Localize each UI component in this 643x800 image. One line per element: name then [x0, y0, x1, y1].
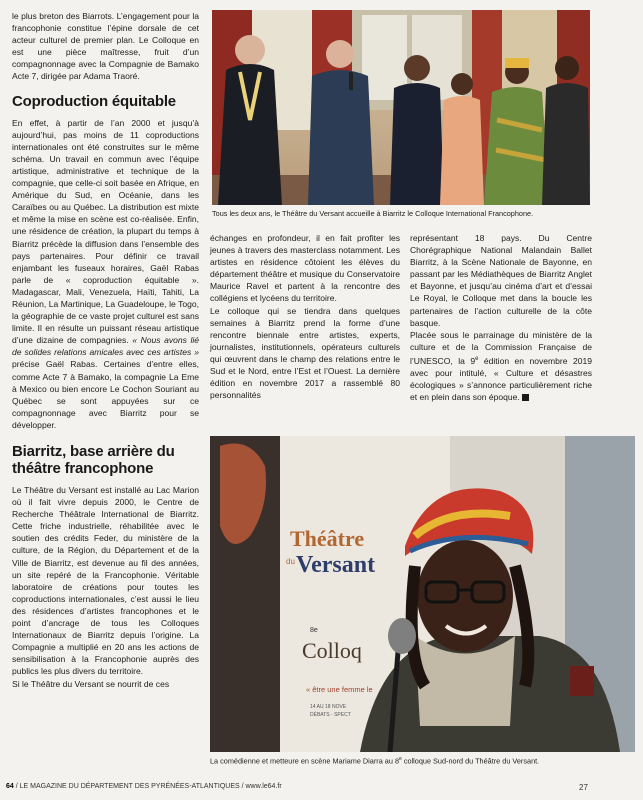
group-photo-illustration [212, 10, 590, 205]
bottom-caption-text-continued: colloque Sud-nord du Théâtre du Versant. [401, 756, 540, 766]
poster-debats: DÉBATS · SPECT [310, 712, 351, 718]
bottom-photo-caption [210, 755, 635, 765]
colloque-group-photo [212, 10, 590, 205]
poster-title-line2: Versant [296, 552, 376, 578]
page-number-right: 27 [579, 783, 588, 792]
magazine-credit: / LE MAGAZINE DU DÉPARTEMENT DES PYRÉNÉES-ATLANTIQUES / www.le64.fr [13, 783, 282, 790]
coproduction-text-continued: précise Gaël Rabas. Certaines d’entre elles, comme Acte 7 à Bamako, la compagnie La Eme à Mexico ou bien encore Le Cochon Souriant au Québec se sont appuyées sur ce compagnonnage avec Biarritz pour se développer. [12, 359, 199, 430]
edition-text-continued: édition en novembre 2019 avec pour intitulé, « Culture et désastres écologiques » s’annonce particulièrement riche et en plein dans son époque. [410, 355, 592, 403]
middle-column [210, 232, 400, 401]
edition-paragraph [410, 329, 592, 403]
coproduction-paragraph [12, 117, 199, 431]
quote-text: « Nous avons lié de solides relations amicales avec ces artistes » [12, 335, 200, 358]
left-column [12, 10, 199, 690]
colloque-paragraph: Le colloque qui se tiendra dans quelques semaines à Biarritz prend la forme d’une rencontre biennale entre artistes, experts, journalistes, institutionnels, opérateurs culturels qui œuvrent dans le champ des relations entre le Sud et le Nord, entre l’Est et l’Ouest. La dernière édition en novembre 2017 a rassemblé 80 personnalités [210, 305, 400, 401]
bottom-caption-superscript: e [399, 756, 402, 762]
biarritz-paragraph: Le Théâtre du Versant est installé au Lac Marion où il fait vivre depuis 2000, le Centre de Recherche Théâtrale International de Biarritz. Cette friche industrielle, réhabilitée avec le soutien des crédits Feder, du ministère de la culture, de la Région, du Département et de la Ville de Biarritz, est devenue au fil des années, un site repéré de la Francophonie. Véritable laboratoire de créations pour toutes les coproductions internationales, c’est aussi le lieu des résidences d’artistes francophones et le point d’ancrage de tous les Colloques Internationaux de Biarritz depuis l’origine. La Compagnie a multiplié en 20 ans les actions de sensibilisation à la Francophonie auprès des publics les plus divers du territoire. [12, 485, 199, 677]
partners-paragraph: représentant 18 pays. Du Centre Chorégraphique National Malandain Ballet Biarritz, à la Scène Nationale de Bayonne, en passant par les Médiathèques de Biarritz Anglet et Bayonne, et jusqu’au cinéma d’art et d’essai Le Royal, le Colloque met dans la boucle les partenaires de l’action culturelle de la côte basque. [410, 233, 592, 328]
coproduction-text: En effet, à partir de l’an 2000 et jusqu’à aujourd’hui, pas moins de 11 coproductions internationales ont été construites sur le même schéma. Un travail en commun avec l’équipe artistique, administrative et technique de la compagnie, que celle-ci soit basée en Afrique, en Amérique du Sud, en Océanie, dans les Caraïbes ou au Québec. La distribution est mixte et même la mise en scène est co-réalisée. Enfin, une résidence de création, la plupart du temps à Biarritz précède la diffusion dans l’ensemble des pays partenaires. Pour définir ce travail enjambant les fuseaux horaires, Gaël Rabas parle de « coproduction équitable ». Madagascar, Mali, Venezuela, Haïti, Tahiti, La Réunion, La Martinique, La Guadeloupe, le Togo, la géographie de ce vaste projet culturel est sans limite. Il en résulte un puissant réseau artistique d’une dizaine de compagnies. [12, 117, 199, 346]
poster-tagline: « être une femme le [306, 685, 373, 694]
heading-biarritz: Biarritz, base arrière du théâtre francophone [12, 443, 175, 477]
right-column [410, 232, 592, 403]
page-number-left: 64 [6, 783, 14, 790]
edition-text: Placée sous le parrainage du ministère de la culture et de la Commission Française de l’UNESCO, la 9 [410, 329, 592, 366]
versant-paragraph-start: Si le Théâtre du Versant se nourrit de ces [12, 678, 170, 689]
end-of-article-mark [522, 394, 529, 401]
top-photo-caption: Tous les deux ans, le Théâtre du Versant accueille à Biarritz le Colloque International Francophone. [212, 209, 534, 218]
heading-coproduction: Coproduction équitable [12, 92, 176, 110]
masterclass-paragraph: échanges en profondeur, il en fait profiter les jeunes à travers des masterclass notamment. Les artistes en résidence côtoient les élèves du département théâtre et musique du Conservatoire Maurice Ravel et partent à la rencontre des collégiens et lycéens du territoire. [210, 233, 400, 304]
intro-paragraph: le plus breton des Biarrots. L’engagement pour la francophonie constitue l’épine dorsale de cet acteur culturel de premier plan. Le Colloque en est une pièce maîtresse, fruit d’un compagnonnage avec la Compagnie de Bamako Acte 7, dirigée par Adama Traoré. [12, 11, 199, 82]
poster-colloque-word: Colloq [302, 638, 362, 663]
poster-dates: 14 AU 18 NOVE [310, 704, 347, 710]
footer-left [6, 783, 282, 790]
poster-title-du: du [286, 557, 295, 566]
bottom-caption-text: La comédienne et metteure en scène Mariame Diarra au 8 [210, 756, 400, 766]
mariame-diarra-photo [210, 436, 635, 752]
portrait-photo-illustration [210, 436, 635, 752]
poster-title-line1: Théâtre [290, 526, 365, 551]
poster-colloque-number: 8e [310, 627, 318, 634]
edition-superscript: e [475, 355, 479, 362]
